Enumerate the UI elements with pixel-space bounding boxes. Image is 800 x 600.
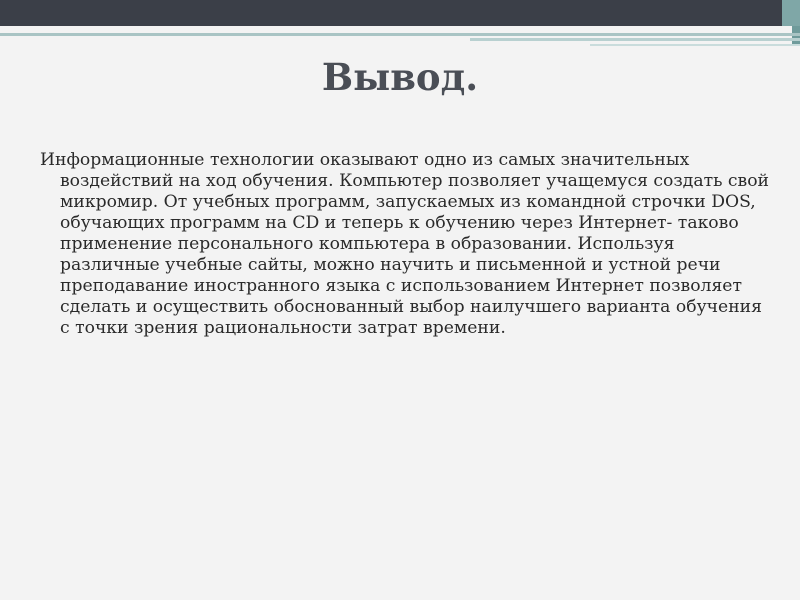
header-bar	[0, 0, 800, 26]
header-accent	[782, 0, 800, 26]
decorative-stripe	[590, 44, 800, 46]
slide-body-text: Информационные технологии оказывают одно из самых значительных воздействий на ход обучения. Компьютер позволяет учащемуся создать свой микромир. От учебных программ, запускаемых из командной строчки DOS, обучающих программ на CD и теперь к обучению через Интернет- таково применение персонального компьютера в образовании. Используя различные учебные сайты, можно научить и письменной и устной речи преподавание иностранного языка с использованием Интернет позволяет сделать и осуществить обоснованный выбор наилучшего варианта обучения с точки зрения рациональности затрат времени.	[40, 150, 770, 338]
decorative-stripe	[0, 33, 800, 36]
slide-title: Вывод.	[321, 55, 479, 99]
decorative-stripe	[470, 38, 800, 41]
